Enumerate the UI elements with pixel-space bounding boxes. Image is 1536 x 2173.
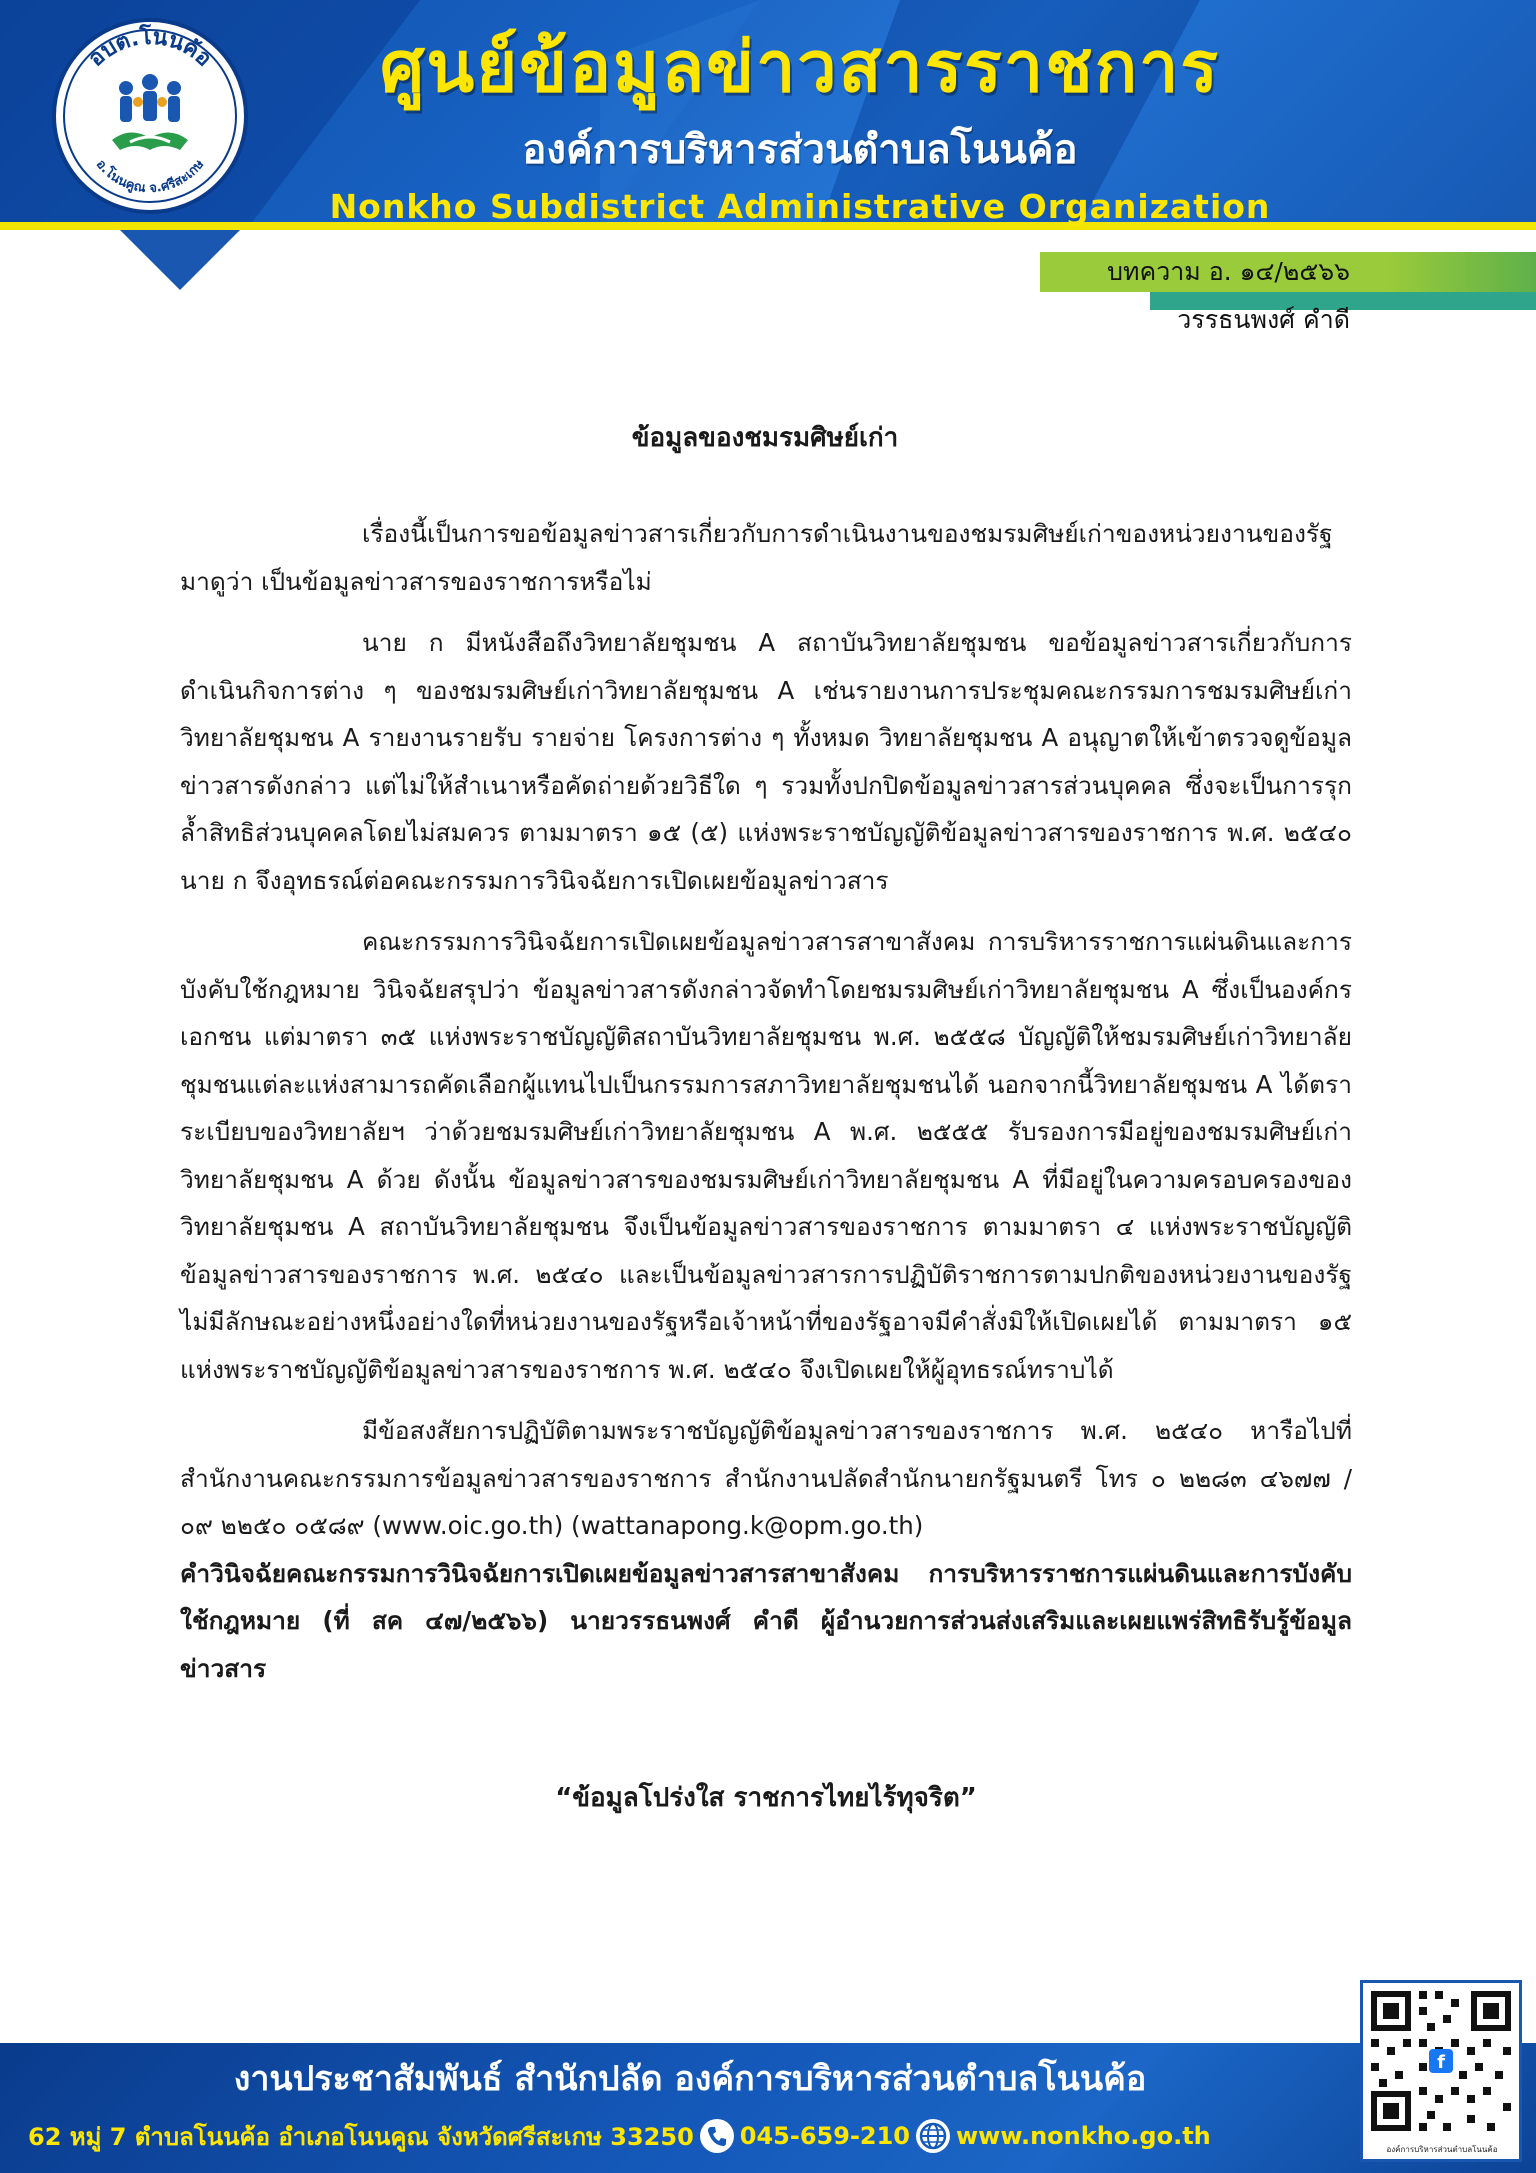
header-subtitle-english: Nonkho Subdistrict Administrative Organization — [329, 187, 1271, 226]
qr-caption: องค์การบริหารส่วนตำบลโนนค้อ — [1386, 2145, 1498, 2154]
paragraph-closing: คำวินิจฉัยคณะกรรมการวินิจฉัยการเปิดเผยข้อมูลข่าวสารสาขาสังคม การบริหารราชการแผ่นดินและการบังคับใช้กฎหมาย (ที่ สค ๔๗/๒๕๖๖) นายวรรธนพงศ์ คำดี ผู้อำนวยการส่วนส่งเสริมและเผยแพร่สิทธิรับรู้ข้อมูลข่าวสาร — [180, 1558, 1352, 1683]
article-author: วรรธนพงศ์ คำดี — [1177, 305, 1350, 334]
page-header — [0, 0, 1536, 334]
header-subtitle-thai: องค์การบริหารส่วนตำบลโนนค้อ — [522, 127, 1078, 173]
paragraph-contact: มีข้อสงสัยการปฏิบัติตามพระราชบัญญัติข้อมูลข่าวสารของราชการ พ.ศ. ๒๕๔๐ หารือไปที่สำนักงานคณะกรรมการข้อมูลข่าวสารของราชการ สำนักงานปลัดสำนักนายกรัฐมนตรี โทร ๐ ๒๒๘๓ ๔๖๗๗ / ๐๙ ๒๒๕๐ ๐๕๘๙ (www.oic.go.th) (wattanapong.k@opm.go.th) — [180, 1416, 1352, 1540]
qr-code[interactable] — [1360, 1980, 1522, 2162]
logo-arc-top: อบต.โนนค้อ — [83, 24, 217, 72]
footer-address: 62 หมู่ 7 ตำบลโนนค้อ อำเภอโนนคูณ จังหวัดศรีสะเกษ 33250 — [28, 2122, 694, 2151]
logo-emblem-icon — [56, 22, 244, 210]
footer-phone[interactable]: 045-659-210 — [739, 2122, 910, 2150]
footer-department: งานประชาสัมพันธ์ สำนักปลัด องค์การบริหารส่วนตำบลโนนค้อ — [233, 2059, 1147, 2099]
footer-website[interactable]: www.nonkho.go.th — [956, 2122, 1211, 2150]
phone-icon — [700, 2119, 734, 2153]
paragraph-case: นาย ก มีหนังสือถึงวิทยาลัยชุมชน A สถาบันวิทยาลัยชุมชน ขอข้อมูลข่าวสารเกี่ยวกับการดำเนินกิจการต่าง ๆ ของชมรมศิษย์เก่าวิทยาลัยชุมชน A เช่นรายงานการประชุมคณะกรรมการชมรมศิษย์เก่าวิทยาลัยชุมชน A รายงานรายรับ รายจ่าย โครงการต่าง ๆ ทั้งหมด วิทยาลัยชุมชน A อนุญาตให้เข้าตรวจดูข้อมูลข่าวสารดังกล่าว แต่ไม่ให้สำเนาหรือคัดถ่ายด้วยวิธีใด ๆ รวมทั้งปกปิดข้อมูลข่าวสารส่วนบุคคล ซึ่งจะเป็นการรุกล้ำสิทธิส่วนบุคคลโดยไม่สมควร ตามมาตรา ๑๕ (๕) แห่งพระราชบัญญัติข้อมูลข่าวสารของราชการ พ.ศ. ๒๕๔๐ นาย ก จึงอุทธรณ์ต่อคณะกรรมการวินิจฉัยการเปิดเผยข้อมูลข่าวสาร — [180, 628, 1352, 895]
footer-contact-line — [28, 2114, 1358, 2158]
globe-icon — [916, 2119, 950, 2153]
paragraph-intro: เรื่องนี้เป็นการขอข้อมูลข่าวสารเกี่ยวกับการดำเนินงานของชมรมศิษย์เก่าของหน่วยงานของรัฐมาดูว่า เป็นข้อมูลข่าวสารของราชการหรือไม่ — [180, 519, 1333, 596]
paragraph-decision: คณะกรรมการวินิจฉัยการเปิดเผยข้อมูลข่าวสารสาขาสังคม การบริหารราชการแผ่นดินและการบังคับใช้กฎหมาย วินิจฉัยสรุปว่า ข้อมูลข่าวสารดังกล่าวจัดทำโดยชมรมศิษย์เก่าวิทยาลัยชุมชน A ซึ่งเป็นองค์กรเอกชน แต่มาตรา ๓๕ แห่งพระราชบัญญัติสถาบันวิทยาลัยชุมชน พ.ศ. ๒๕๕๘ บัญญัติให้ชมรมศิษย์เก่าวิทยาลัยชุมชนแต่ละแห่งสามารถคัดเลือกผู้แทนไปเป็นกรรมการสภาวิทยาลัยชุมชนได้ นอกจากนี้วิทยาลัยชุมชน A ได้ตราระเบียบของวิทยาลัยฯ ว่าด้วยชมรมศิษย์เก่าวิทยาลัยชุมชน A พ.ศ. ๒๕๕๕ รับรองการมีอยู่ของชมรมศิษย์เก่าวิทยาลัยชุมชน A ด้วย ดังนั้น ข้อมูลข่าวสารของชมรมศิษย์เก่าวิทยาลัยชุมชน A ที่มีอยู่ในความครอบครองของวิทยาลัยชุมชน A สถาบันวิทยาลัยชุมชน จึงเป็นข้อมูลข่าวสารของราชการ ตามมาตรา ๔ แห่งพระราชบัญญัติข้อมูลข่าวสารของราชการ พ.ศ. ๒๕๔๐ และเป็นข้อมูลข่าวสารการปฏิบัติราชการตามปกติของหน่วยงานของรัฐไม่มีลักษณะอย่างหนึ่งอย่างใดที่หน่วยงานของรัฐหรือเจ้าหน้าที่ของรัฐอาจมีคำสั่งมิให้เปิดเผยได้ ตามมาตรา ๑๕ แห่งพระราชบัญญัติข้อมูลข่าวสารของราชการ พ.ศ. ๒๕๔๐ จึงเปิดเผยให้ผู้อุทธรณ์ทราบได้ — [180, 927, 1352, 1384]
document-slogan: “ข้อมูลโปร่งใส ราชการไทยไร้ทุจริต” — [555, 1783, 977, 1813]
logo-arc-bottom: อ.โนนคูณ จ.ศรีสะเกษ — [92, 157, 208, 197]
document-title: ข้อมูลของชมรมศิษย์เก่า — [631, 423, 899, 453]
header-title: ศูนย์ข้อมูลข่าวสารราชการ — [379, 26, 1221, 108]
organization-logo — [52, 18, 248, 214]
header-wedge — [0, 230, 220, 290]
article-reference: บทความ อ. ๑๔/๒๕๖๖ — [1107, 257, 1350, 286]
svg-text:f: f — [1437, 2052, 1445, 2073]
document-body — [180, 510, 1352, 1706]
qr-code-icon — [1363, 1983, 1519, 2139]
